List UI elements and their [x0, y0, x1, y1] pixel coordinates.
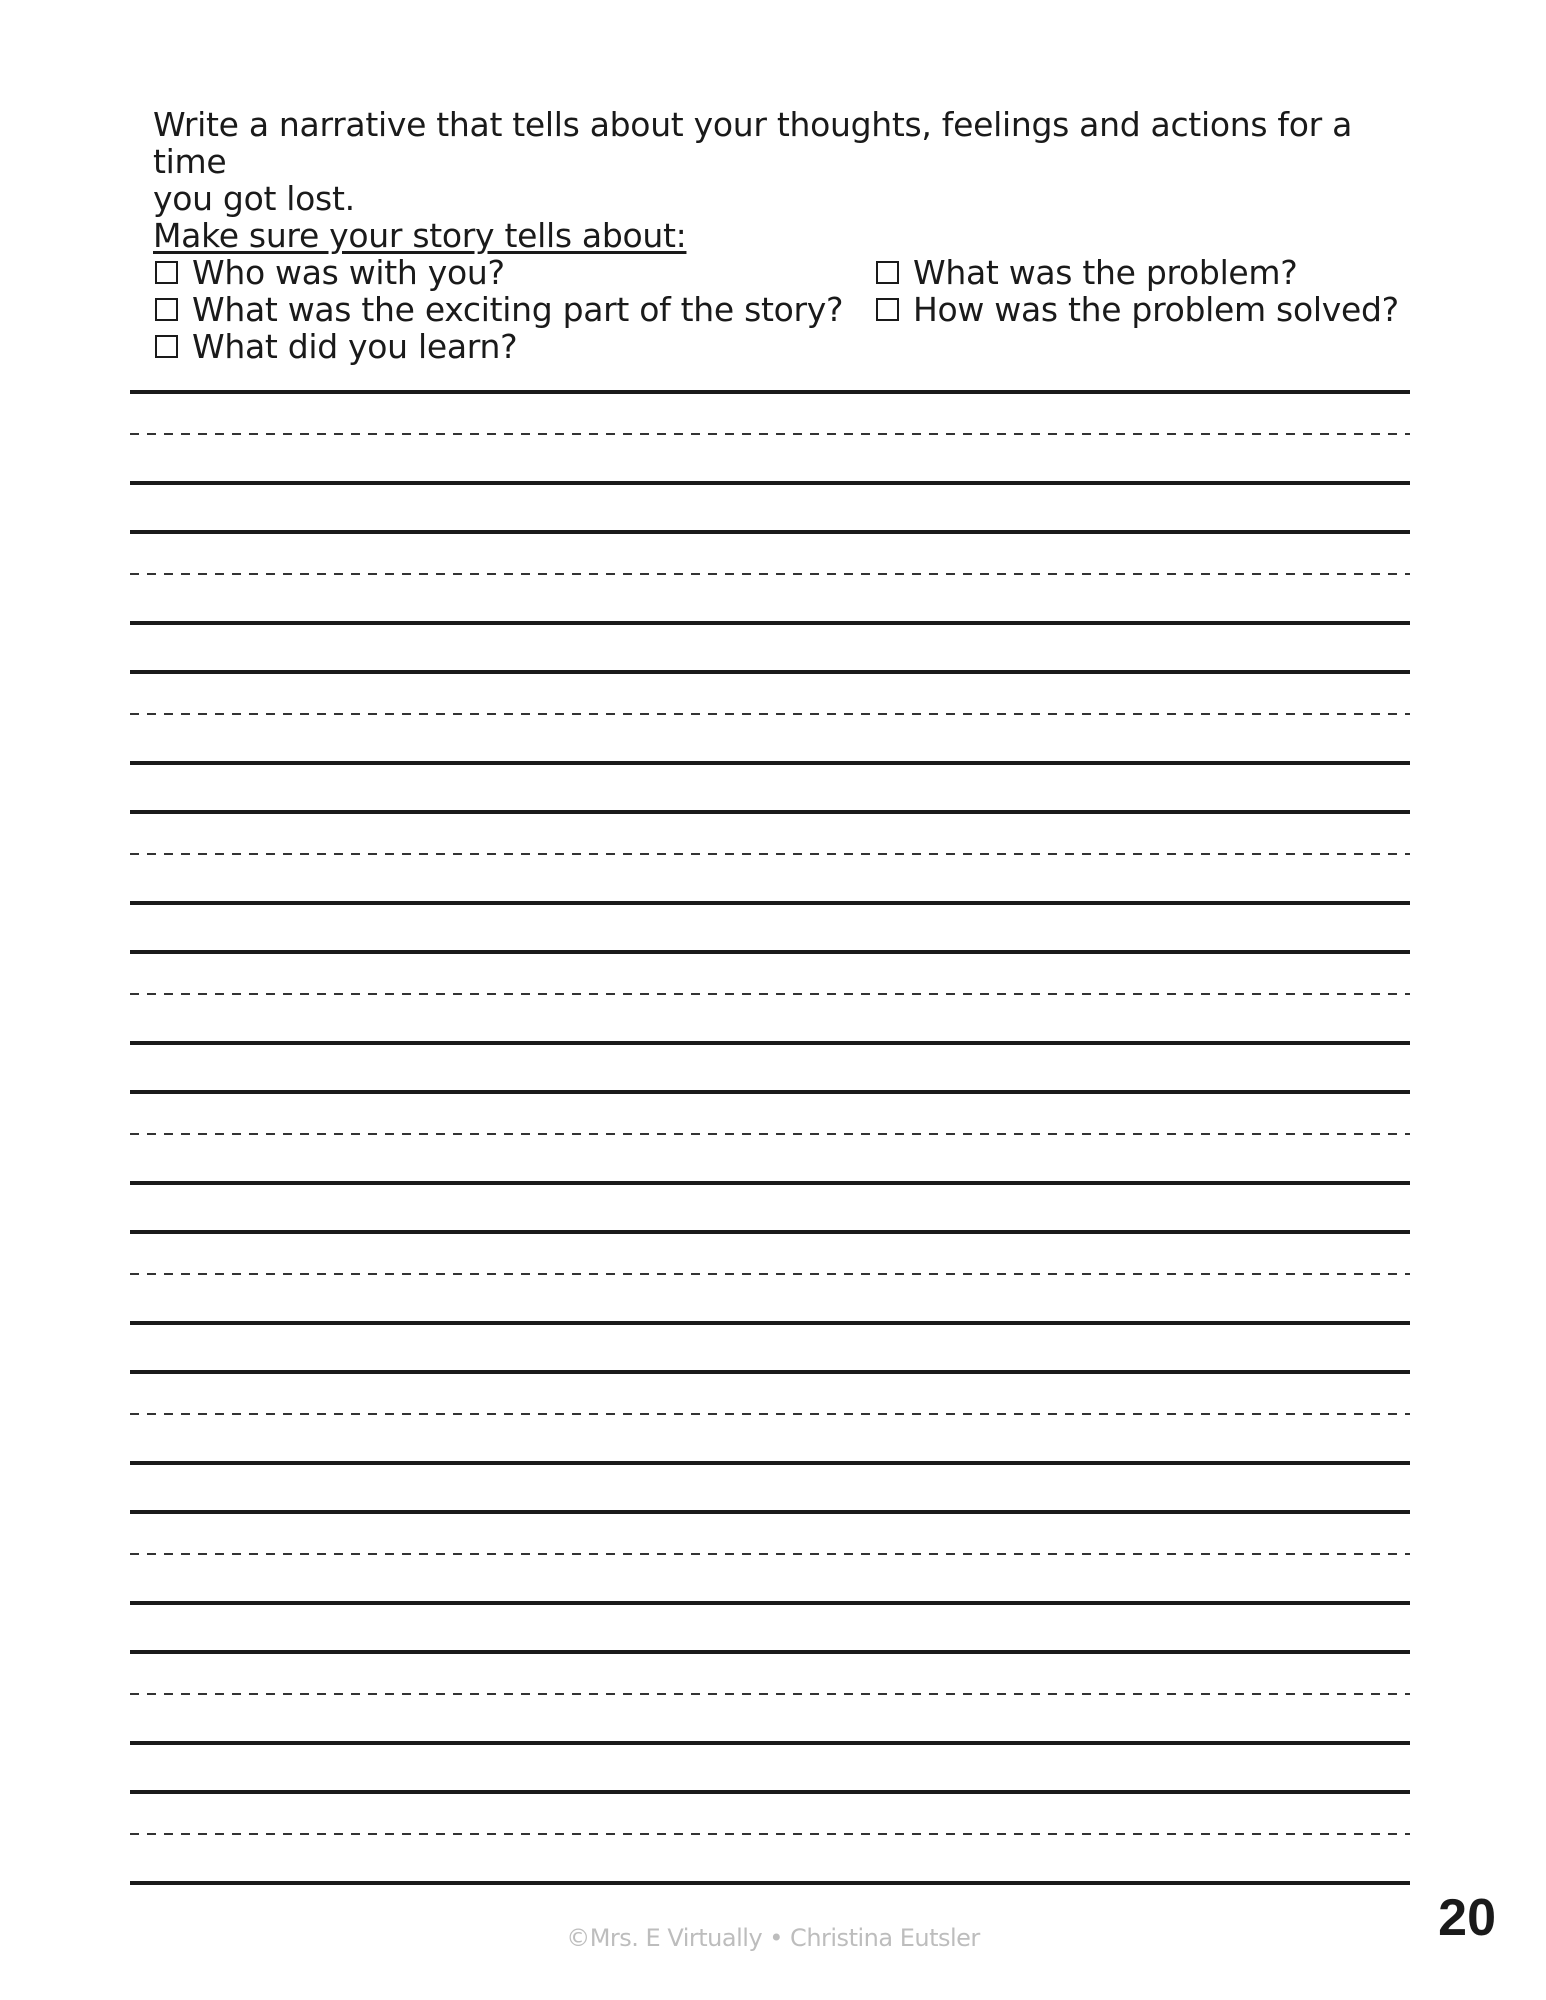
- baseline: [130, 1601, 1410, 1605]
- checklist-item: [155, 291, 843, 328]
- baseline: [130, 481, 1410, 485]
- midline-dashed: [130, 1833, 1410, 1835]
- baseline: [130, 761, 1410, 765]
- midline-dashed: [130, 1273, 1410, 1275]
- checklist-item: [155, 328, 517, 365]
- top-line: [130, 1230, 1410, 1234]
- midline-dashed: [130, 993, 1410, 995]
- writing-line-set[interactable]: [130, 670, 1410, 765]
- top-line: [130, 670, 1410, 674]
- baseline: [130, 901, 1410, 905]
- writing-line-set[interactable]: [130, 1090, 1410, 1185]
- writing-line-set[interactable]: [130, 1510, 1410, 1605]
- checklist-item: [155, 254, 505, 291]
- midline-dashed: [130, 1413, 1410, 1415]
- top-line: [130, 530, 1410, 534]
- midline-dashed: [130, 1553, 1410, 1555]
- checklist-item-label: Who was with you?: [192, 253, 505, 292]
- page-number: 20: [1438, 1889, 1496, 1947]
- top-line: [130, 1790, 1410, 1794]
- checklist-item-label: What was the problem?: [913, 253, 1298, 292]
- checkbox-icon[interactable]: [155, 298, 178, 321]
- checklist-item: [876, 291, 1399, 328]
- midline-dashed: [130, 853, 1410, 855]
- writing-line-set[interactable]: [130, 1650, 1410, 1745]
- baseline: [130, 621, 1410, 625]
- checklist-item-label: How was the problem solved?: [913, 290, 1399, 329]
- top-line: [130, 1510, 1410, 1514]
- writing-line-set[interactable]: [130, 1790, 1410, 1885]
- top-line: [130, 1090, 1410, 1094]
- baseline: [130, 1881, 1410, 1885]
- baseline: [130, 1461, 1410, 1465]
- writing-line-set[interactable]: [130, 810, 1410, 905]
- checkbox-icon[interactable]: [155, 335, 178, 358]
- baseline: [130, 1041, 1410, 1045]
- checklist-item: [876, 254, 1298, 291]
- checklist-item-label: What was the exciting part of the story?: [192, 290, 844, 329]
- baseline: [130, 1181, 1410, 1185]
- midline-dashed: [130, 1693, 1410, 1695]
- checkbox-icon[interactable]: [876, 298, 899, 321]
- prompt-line-2: you got lost.: [153, 179, 355, 218]
- baseline: [130, 1321, 1410, 1325]
- checkbox-icon[interactable]: [876, 261, 899, 284]
- midline-dashed: [130, 573, 1410, 575]
- top-line: [130, 1650, 1410, 1654]
- writing-line-set[interactable]: [130, 950, 1410, 1045]
- copyright-footer: ©Mrs. E Virtually • Christina Eutsler: [566, 1924, 980, 1952]
- writing-line-set[interactable]: [130, 1370, 1410, 1465]
- writing-line-set[interactable]: [130, 390, 1410, 485]
- top-line: [130, 950, 1410, 954]
- checklist-heading: Make sure your story tells about:: [153, 216, 687, 255]
- story-checklist: [153, 254, 1403, 365]
- checklist-item-label: What did you learn?: [192, 327, 518, 366]
- writing-prompt: [153, 106, 1403, 365]
- top-line: [130, 810, 1410, 814]
- midline-dashed: [130, 1133, 1410, 1135]
- midline-dashed: [130, 713, 1410, 715]
- top-line: [130, 390, 1410, 394]
- midline-dashed: [130, 433, 1410, 435]
- prompt-line-1: Write a narrative that tells about your thoughts, feelings and actions for a time: [153, 105, 1352, 181]
- baseline: [130, 1741, 1410, 1745]
- top-line: [130, 1370, 1410, 1374]
- writing-line-set[interactable]: [130, 1230, 1410, 1325]
- checkbox-icon[interactable]: [155, 261, 178, 284]
- writing-line-set[interactable]: [130, 530, 1410, 625]
